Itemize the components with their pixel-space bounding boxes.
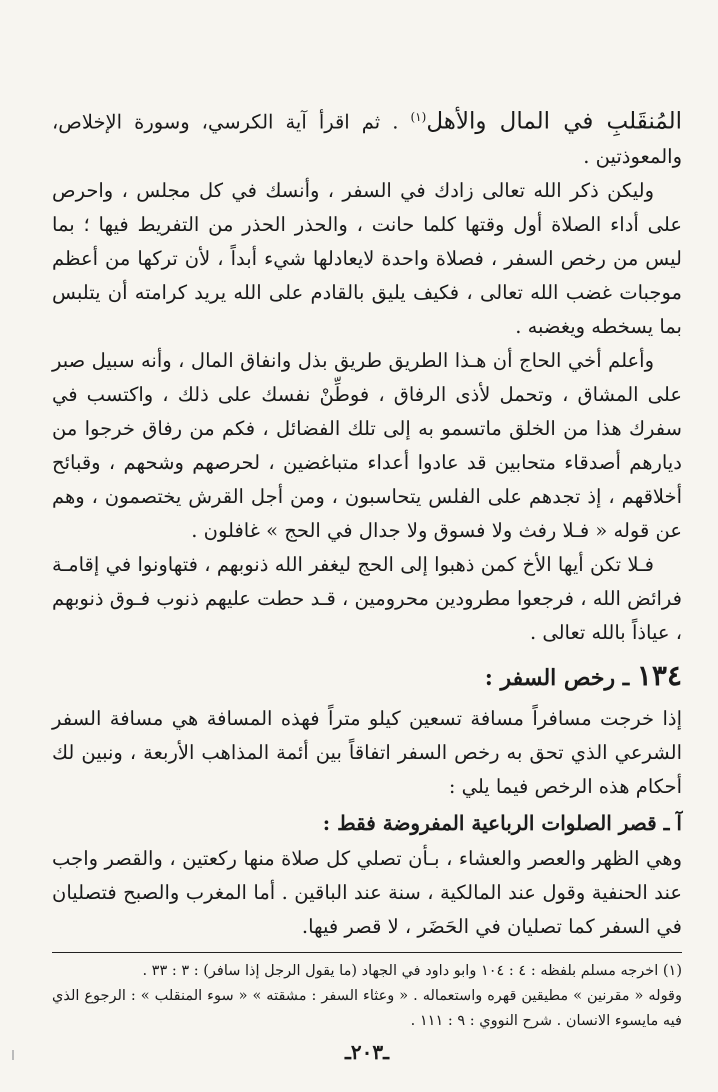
section-heading xyxy=(52,654,682,700)
footnote-marker: (١) xyxy=(410,110,427,124)
subsection-paragraph: وهي الظهر والعصر والعشاء ، بـأن تصلي كل صلاة منها ركعتين ، والقصر واجب عند الحنفية وقول عند المالكية ، سنة عند الباقين . أما المغرب والصبح فتصليان في السفر كما تصليان في الحَضَر ، لا قصر فيها. xyxy=(52,846,682,938)
book-page xyxy=(52,100,682,1064)
paragraph-1 xyxy=(52,100,682,174)
subsection-heading: آ ـ قصر الصلوات الرباعية المفروضة فقط : xyxy=(322,810,682,835)
footnote-2: وقوله « مقرنين » مطيقين قهره واستعماله . « وعثاء السفر : مشقته » « سوء المنقلب » : الرجوع الذي فيه مايسوء الانسان . شرح النووي : ٩ : ١١١ . xyxy=(52,987,682,1029)
section-paragraph: إذا خرجت مسافراً مسافة تسعين كيلو متراً فهذه المسافة هي مسافة السفر الشرعي الذي تحق به رخص السفر اتفاقاً بين أئمة المذاهب الأربعة ، ونبين لك أحكام هذه الرخص فيما يلي : xyxy=(52,706,682,798)
paragraph-1-rest: . ثم اقرأ آية الكرسي، وسورة الإخلاص، والمعوذتين . xyxy=(52,110,682,168)
footnote-1: (١) اخرجه مسلم بلفظه : ٤ : ١٠٤ وابو داود في الجهاد (ما يقول الرجل إذا سافر) : ٣ : ٣٣ . xyxy=(142,962,682,979)
scan-artifact xyxy=(12,1050,14,1060)
section-number: ١٣٤ xyxy=(636,658,682,692)
footnote-divider xyxy=(52,952,682,953)
paragraph-3: وأعلم أخي الحاج أن هـذا الطريق طريق بذل وانفاق المال ، وأنه سبيل صبر على المشاق ، وتحمل لأذى الرفاق ، فوطِّنْ نفسك على ذلك ، واكتسب في سفرك هذا من الخلق ماتسمو به إلى تلك الفضائل ، فكم من رفاق خرجوا من ديارهم أصدقاء متحابين قد عادوا أعداء متباغضين ، لحرصهم وشحهم ، وقبائح أخلاقهم ، إذ تجدهم على الفلس يتحاسبون ، ومن أجل القرش يختصمون ، وهم عن قوله « فـلا رفث ولا فسوق ولا جدال في الحج » غافلون . xyxy=(52,348,682,542)
paragraph-4: فـلا تكن أيها الأخ كمن ذهبوا إلى الحج ليغفر الله ذنوبهم ، فتهاونوا في إقامـة فرائض الله ، فرجعوا مطرودين محرومين ، قـد حطت عليهم ذنوب فـوق ذنوبهم ، عياذاً بالله تعالى . xyxy=(52,552,682,644)
page-number: ـ٢٠٣ـ xyxy=(345,1039,389,1064)
section-title: ـ رخص السفر : xyxy=(484,664,630,691)
paragraph-2: وليكن ذكر الله تعالى زادك في السفر ، وأنسك في كل مجلس ، واحرص على أداء الصلاة أول وقتها كلما حانت ، والحذر الحذر من التفريط فيها ؛ بما ليس من رخص السفر ، فصلاة واحدة لايعادلها شيء أبداً ، لأن تركها من أعظم موجبات غضب الله تعالى ، فكيف يليق بالقادم على الله يريد كرامته أن يتلبس بما يسخطه ويغضبه . xyxy=(52,178,682,338)
paragraph-1-lead: المُنقَلبِ في المال والأهل xyxy=(426,108,682,135)
